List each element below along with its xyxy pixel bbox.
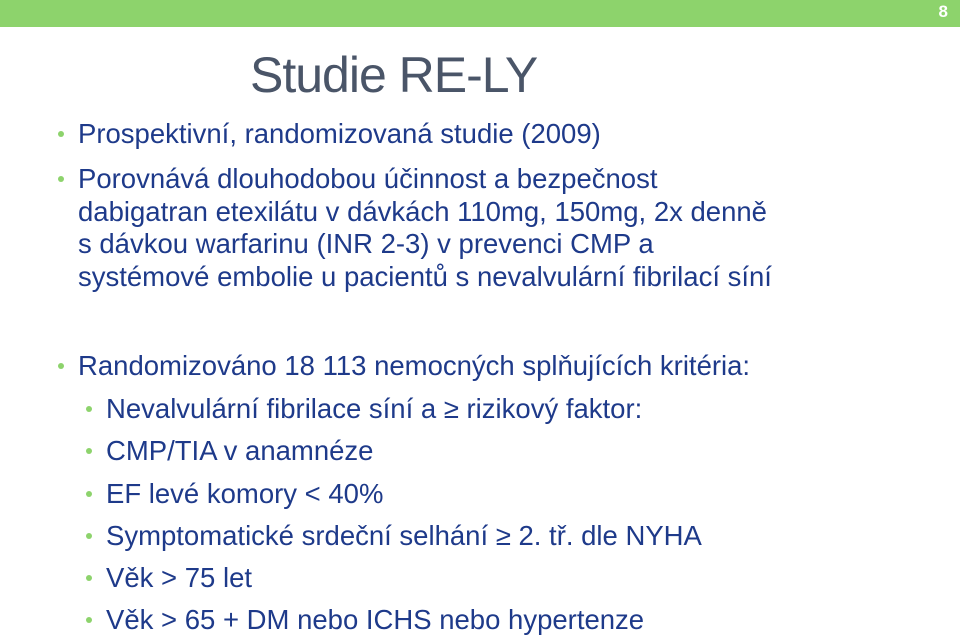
bullet-dot-icon bbox=[86, 575, 92, 581]
bullet-dot-icon bbox=[86, 533, 92, 539]
sub-bullet-item: Nevalvulární fibrilace síní a ≥ rizikový faktor: bbox=[106, 393, 642, 426]
sub-bullet-item: Věk > 75 let bbox=[106, 562, 252, 595]
sub-bullet-item: Věk > 65 + DM nebo ICHS nebo hypertenze bbox=[106, 604, 644, 637]
sub-bullet-item: EF levé komory < 40% bbox=[106, 478, 383, 511]
bullet-dot-icon bbox=[58, 176, 64, 182]
bullet-dot-icon bbox=[86, 491, 92, 497]
bullet-item: Porovnává dlouhodobou účinnost a bezpečnost dabigatran etexilátu v dávkách 110mg, 150mg, 2x denně s dávkou warfarinu (INR 2-3) v prevenci CMP a systémové embolie u pacientů s nevalvulární fibrilací síní bbox=[78, 163, 772, 293]
bullet-item: Prospektivní, randomizovaná studie (2009) bbox=[78, 118, 601, 151]
bullet-dot-icon bbox=[86, 448, 92, 454]
bullet-dot-icon bbox=[86, 406, 92, 412]
bullet-dot-icon bbox=[58, 131, 64, 137]
bullet-item: Randomizováno 18 113 nemocných splňujících kritéria: bbox=[78, 350, 750, 383]
bullet-dot-icon bbox=[58, 363, 64, 369]
sub-bullet-item: CMP/TIA v anamnéze bbox=[106, 435, 373, 468]
slide-title: Studie RE-LY bbox=[250, 47, 538, 103]
bullet-dot-icon bbox=[86, 617, 92, 623]
sub-bullet-item: Symptomatické srdeční selhání ≥ 2. tř. dle NYHA bbox=[106, 520, 702, 553]
slide-number: 8 bbox=[938, 2, 948, 21]
